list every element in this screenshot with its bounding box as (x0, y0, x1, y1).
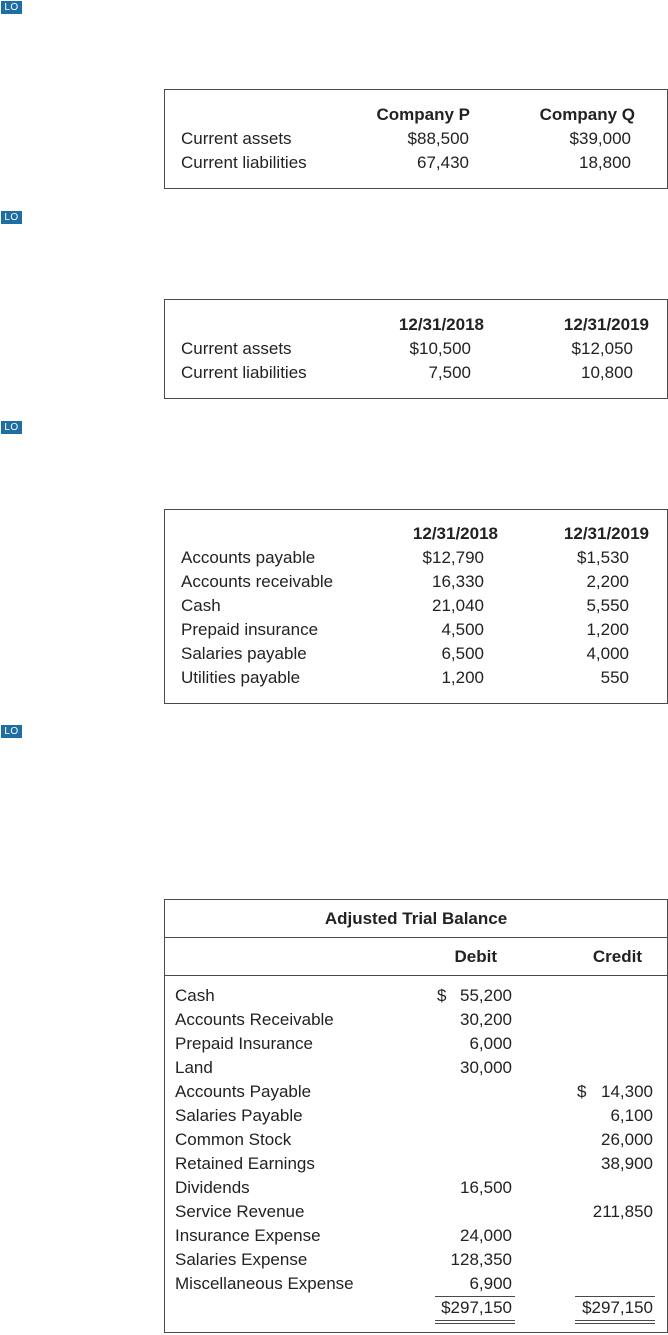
cell-value: 16,330 (432, 572, 484, 591)
total-rule-debit (435, 1296, 515, 1297)
lo-badge: LO (1, 211, 22, 224)
debit-value: 30,200 (460, 1010, 512, 1029)
debit-value: 16,500 (460, 1178, 512, 1197)
row-label: Accounts payable (181, 548, 316, 567)
cell-value: 4,000 (586, 644, 629, 663)
double-rule-credit (575, 1320, 655, 1321)
credit-value: 211,850 (592, 1202, 653, 1221)
cell-value: 5,550 (586, 596, 629, 615)
row-label: Salaries Payable (175, 1106, 303, 1125)
debit-value: 24,000 (460, 1226, 512, 1245)
row-label: Salaries payable (181, 644, 307, 663)
table-company-comparison (164, 89, 668, 189)
row-label: Cash (175, 986, 215, 1005)
debit-value: 6,900 (469, 1274, 512, 1293)
row-label: Prepaid insurance (181, 620, 319, 639)
table-year-comparison (164, 299, 668, 399)
row-label: Current liabilities (181, 363, 307, 382)
cell-value: $12,790 (422, 548, 484, 567)
table-adjusted-trial-balance (164, 899, 668, 1333)
cell-value: 2,200 (586, 572, 629, 591)
cell-value: 1,200 (586, 620, 629, 639)
row-label: Cash (181, 596, 221, 615)
credit-value: 26,000 (601, 1130, 653, 1149)
table-account-balances (164, 509, 668, 704)
debit-value: 128,350 (450, 1250, 512, 1269)
row-label: Common Stock (175, 1130, 292, 1149)
credit-total: $297,150 (582, 1298, 653, 1317)
column-header-debit: Debit (454, 947, 497, 966)
row-label: Accounts Receivable (175, 1010, 334, 1029)
cell-value: $1,530 (577, 548, 629, 567)
dollar-sign: $ (577, 1082, 587, 1101)
lo-badge: LO (1, 725, 22, 738)
cell-value: 67,430 (417, 153, 469, 172)
divider (165, 975, 667, 976)
cell-value: 21,040 (432, 596, 484, 615)
cell-value: 7,500 (428, 363, 471, 382)
debit-total: $297,150 (441, 1298, 512, 1317)
debit-value: 30,000 (460, 1058, 512, 1077)
total-rule-credit (575, 1296, 655, 1297)
lo-badge: LO (1, 1, 22, 14)
row-label: Accounts receivable (181, 572, 334, 591)
double-rule-credit (575, 1323, 655, 1324)
column-header: Company Q (539, 105, 635, 124)
cell-value: 18,800 (579, 153, 631, 172)
cell-value: $12,050 (571, 339, 633, 358)
debit-value: 6,000 (469, 1034, 512, 1053)
column-header: 12/31/2018 (398, 315, 484, 334)
cell-value: 1,200 (441, 668, 484, 687)
cell-value: $88,500 (407, 129, 469, 148)
row-label: Utilities payable (181, 668, 301, 687)
cell-value: 6,500 (441, 644, 484, 663)
row-label: Service Revenue (175, 1202, 305, 1221)
column-header-credit: Credit (592, 947, 642, 966)
cell-value: 550 (600, 668, 629, 687)
row-label: Current assets (181, 129, 292, 148)
cell-value: $39,000 (569, 129, 631, 148)
credit-value: 14,300 (601, 1082, 653, 1101)
row-label: Accounts Payable (175, 1082, 312, 1101)
debit-value: 55,200 (460, 986, 512, 1005)
lo-badge: LO (1, 421, 22, 434)
dollar-sign: $ (437, 986, 447, 1005)
row-label: Current assets (181, 339, 292, 358)
cell-value: 10,800 (581, 363, 633, 382)
row-label: Salaries Expense (175, 1250, 308, 1269)
cell-value: $10,500 (409, 339, 471, 358)
row-label: Insurance Expense (175, 1226, 321, 1245)
column-header: Company P (376, 105, 470, 124)
row-label: Current liabilities (181, 153, 307, 172)
row-label: Dividends (175, 1178, 250, 1197)
double-rule-debit (435, 1320, 515, 1321)
table-title: Adjusted Trial Balance (324, 909, 508, 928)
row-label: Retained Earnings (175, 1154, 315, 1173)
credit-value: 6,100 (610, 1106, 653, 1125)
row-label: Prepaid Insurance (175, 1034, 313, 1053)
column-header: 12/31/2018 (412, 524, 498, 543)
divider (165, 937, 667, 938)
credit-value: 38,900 (601, 1154, 653, 1173)
column-header: 12/31/2019 (563, 315, 649, 334)
row-label: Miscellaneous Expense (175, 1274, 354, 1293)
double-rule-debit (435, 1323, 515, 1324)
row-label: Land (175, 1058, 213, 1077)
column-header: 12/31/2019 (563, 524, 649, 543)
cell-value: 4,500 (441, 620, 484, 639)
